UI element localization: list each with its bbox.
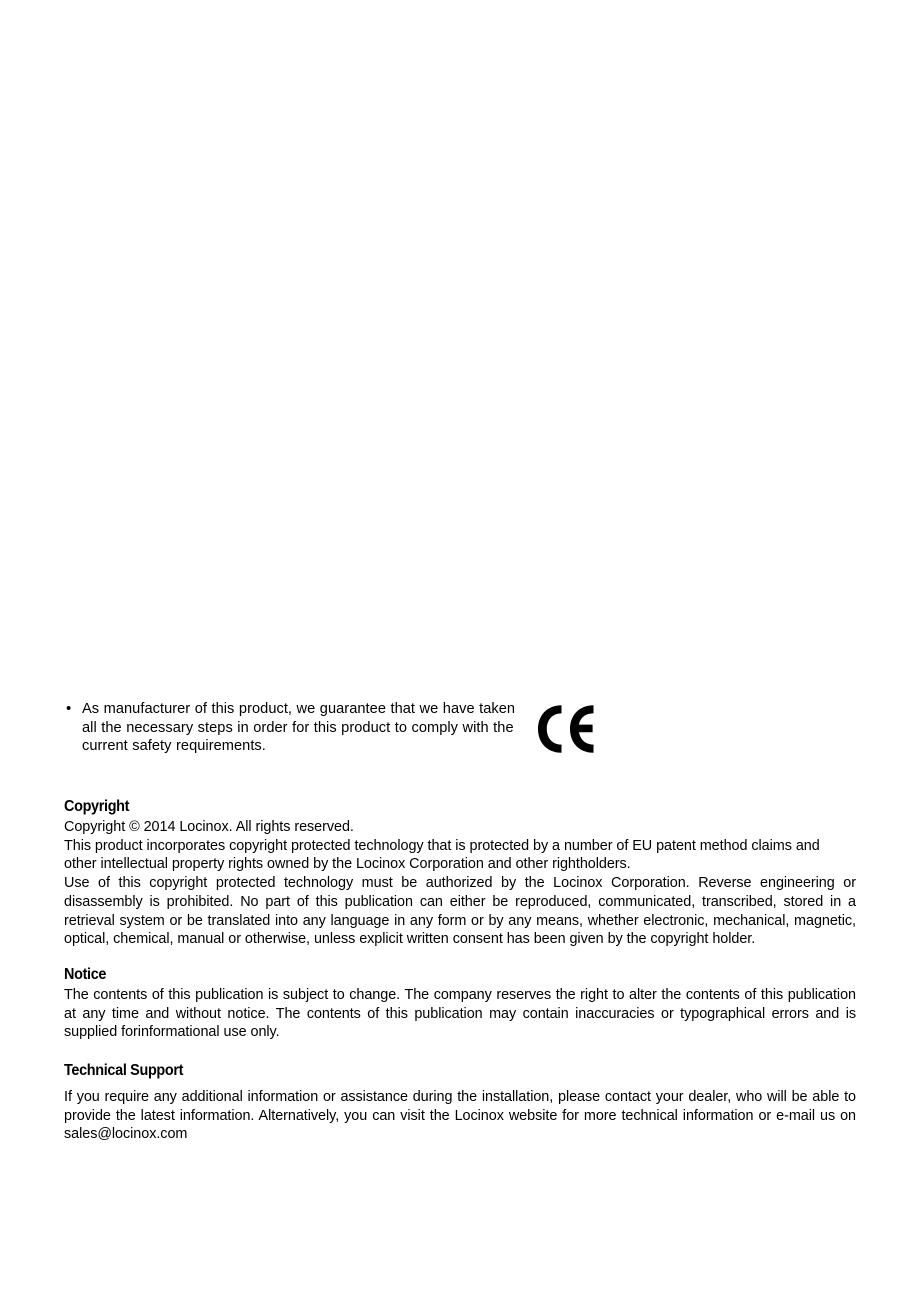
section-copyright xyxy=(64,798,856,949)
technical-support-paragraph: If you require any additional information or assistance during the installation, please contact your dealer, who will be able to provide the latest information. Alternatively, you can visit the Locinox website for more technical information or e-mail us on sales@locinox.com xyxy=(64,1089,856,1143)
copyright-heading: Copyright xyxy=(64,798,130,815)
list-item xyxy=(64,700,604,756)
copyright-paragraph-usage: Use of this copyright protected technology must be authorized by the Locinox Corporation. Reverse engineering or disassembly is prohibited. No part of this publication can either be reproduced, communicated, transcribed, stored in a retrieval system or be translated into any language in any form or by any means, whether electronic, mechanical, magnetic, optical, chemical, manual or otherwise, unless explicit written consent has been given by the copyright holder. xyxy=(64,875,856,948)
copyright-line: Copyright © 2014 Locinox. All rights reserved. xyxy=(64,819,354,835)
technical-support-heading: Technical Support xyxy=(64,1062,184,1080)
section-notice xyxy=(64,966,856,1042)
bullet-point-icon: • xyxy=(66,700,72,717)
guarantee-statement-block xyxy=(64,700,604,756)
copyright-paragraph-technology: This product incorporates copyright protected technology that is protected by a number of EU patent method claims and other intellectual property rights owned by the Locinox Corporation and other rightholders. xyxy=(64,837,820,873)
notice-paragraph: The contents of this publication is subject to change. The company reserves the right to alter the contents of this publication at any time and without notice. The contents of this publication may contain inaccuracies or typographical errors and is supplied forinformational use only. xyxy=(64,986,856,1041)
section-technical-support xyxy=(64,1062,856,1144)
guarantee-text: As manufacturer of this product, we guarantee that we have taken all the necessary steps in order for this product to comply with the current safety requirements. xyxy=(82,701,516,755)
ce-marking-icon xyxy=(534,702,598,756)
legal-text-body xyxy=(64,798,856,1144)
notice-heading: Notice xyxy=(64,965,107,983)
